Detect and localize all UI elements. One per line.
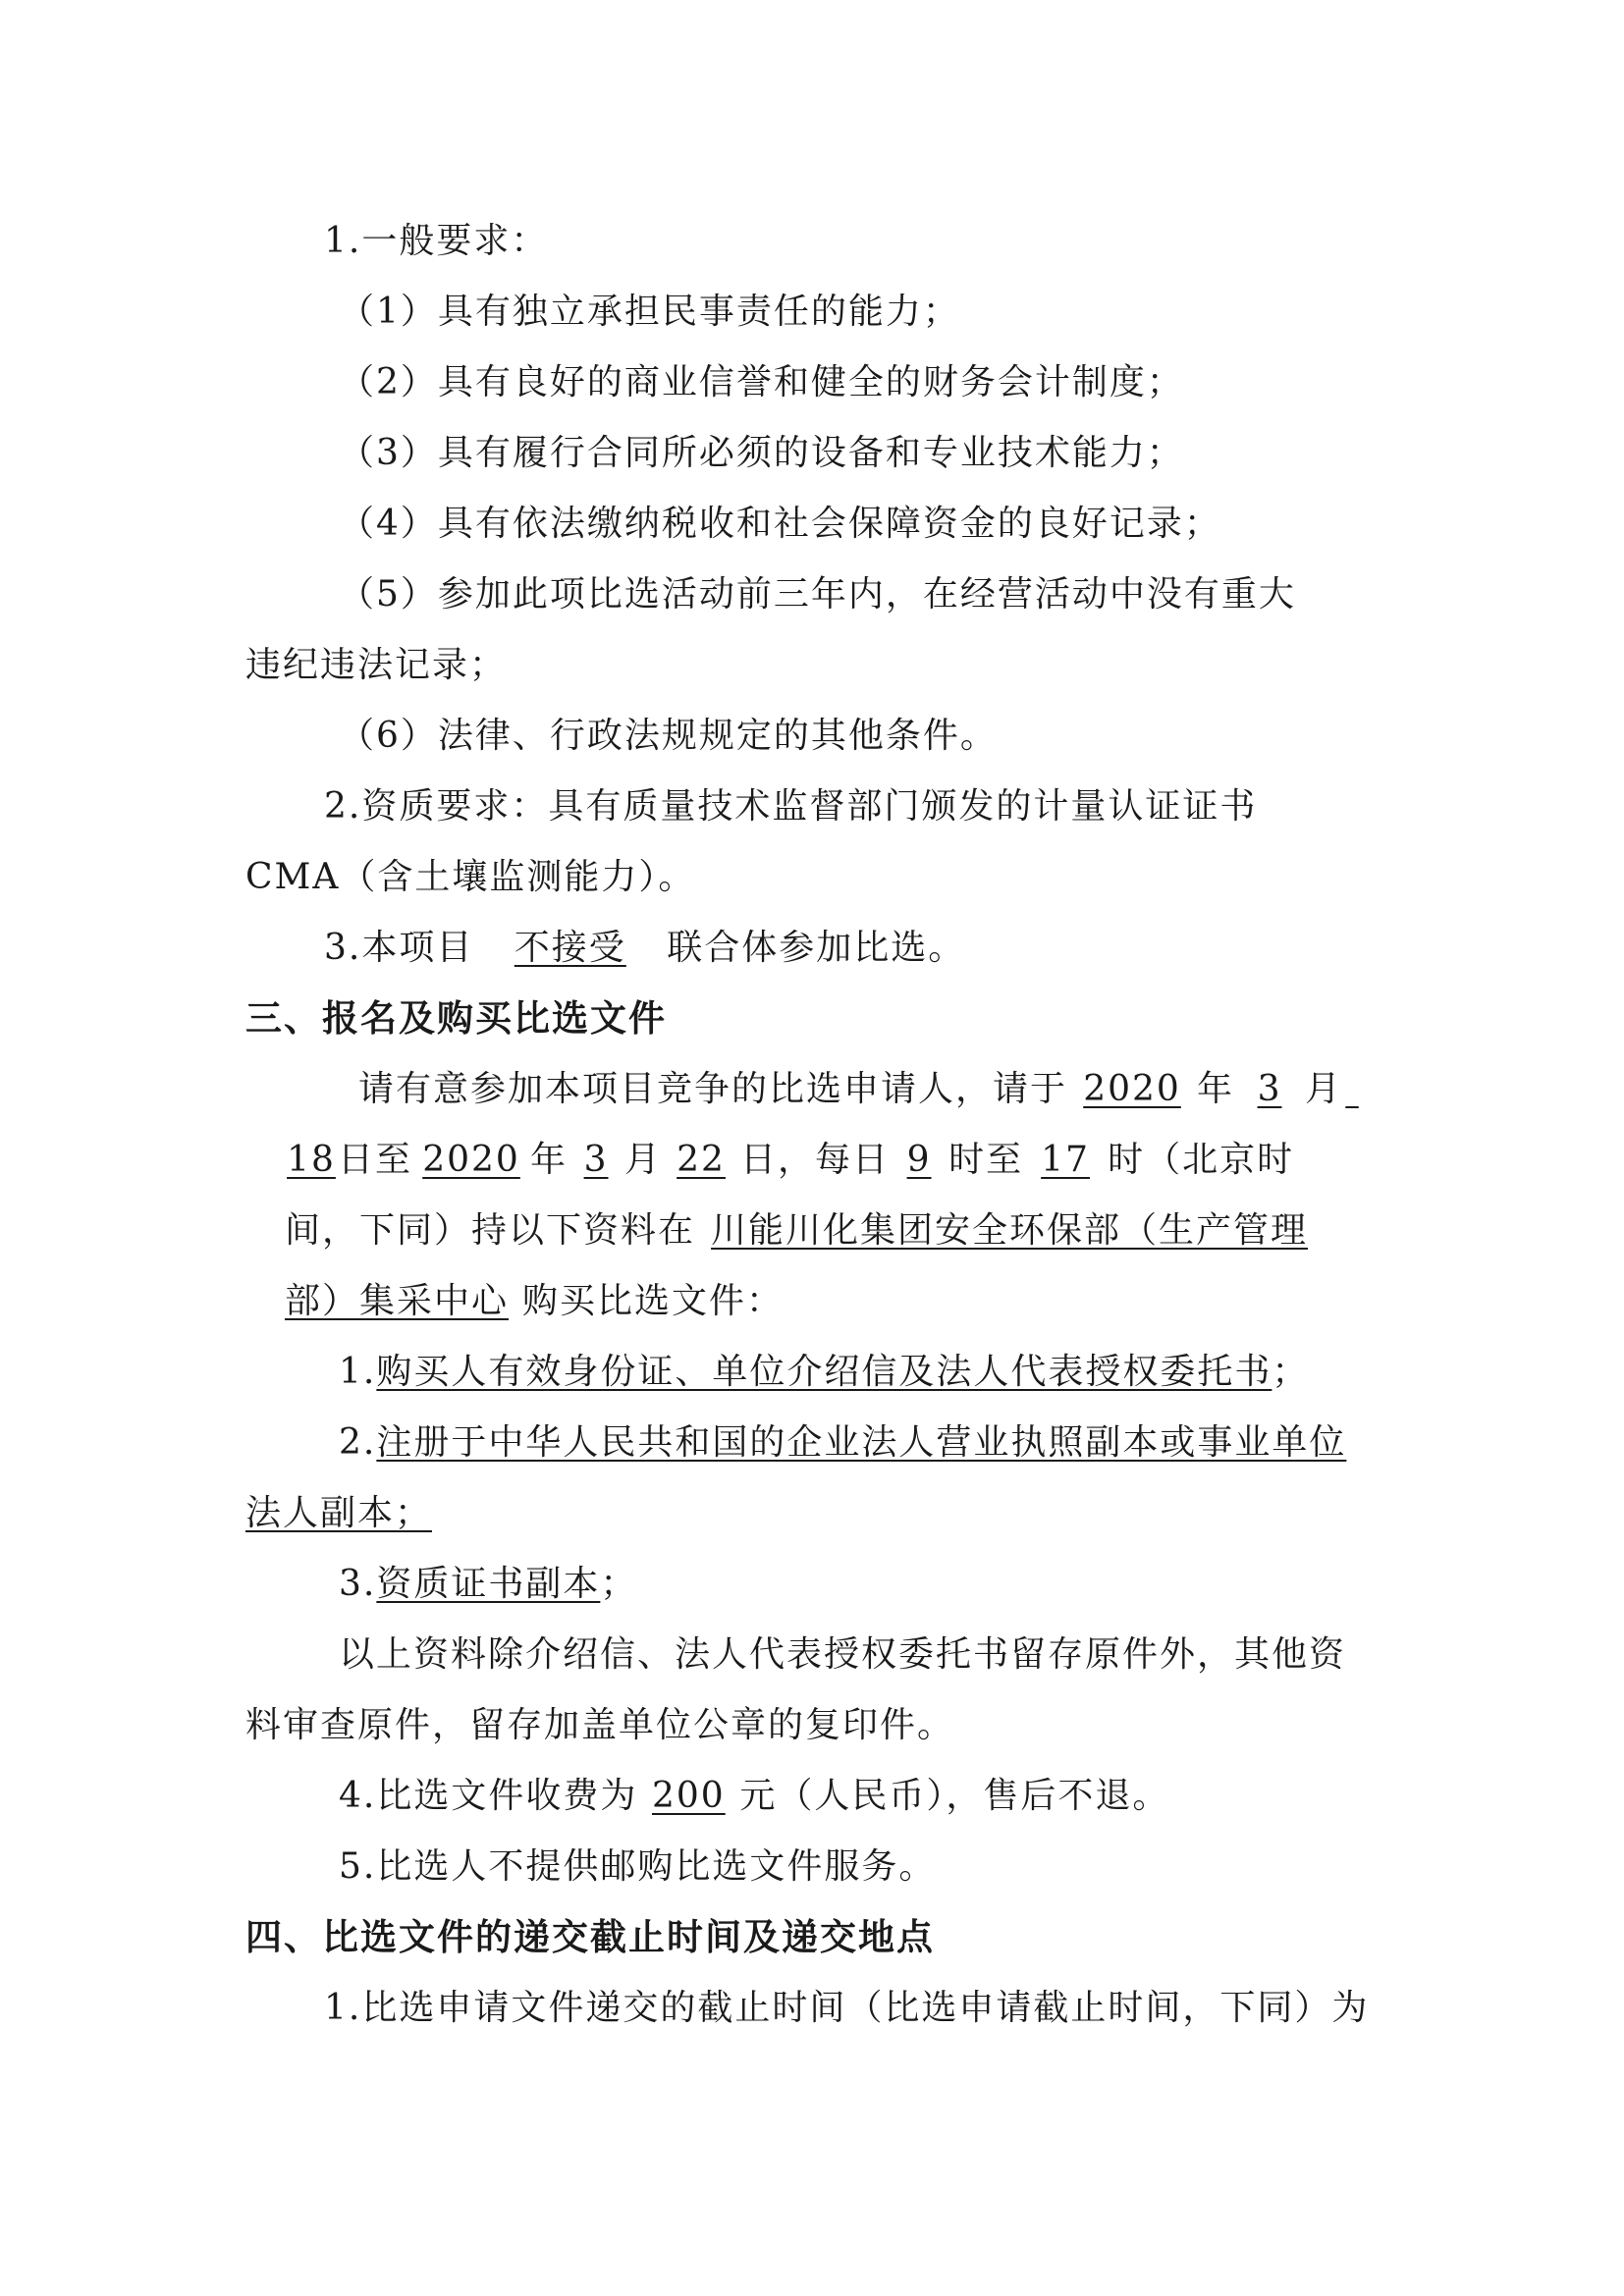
requirement-1-end: ； [1272,1352,1310,1392]
general-item-5-continued: 违纪违法记录； [245,645,508,685]
requirement-1 [339,1349,1309,1396]
month-label: 月 [1305,1069,1343,1109]
location-part-a: 川能川化集团安全环保部（生产管理 [711,1210,1309,1251]
registration-line-3 [285,1207,1308,1255]
fee-prefix: 4.比选文件收费为 [339,1776,638,1816]
requirement-2-number: 2. [339,1422,377,1463]
fee-suffix: 元（人民币），售后不退。 [739,1776,1170,1816]
consortium-suffix: 联合体参加比选。 [667,928,966,968]
start-month: 3 [1257,1069,1282,1109]
registration-line-1 [358,1066,1362,1113]
end-month: 3 [583,1140,609,1180]
documents-note-line-2: 料审查原件，留存加盖单位公章的复印件。 [245,1705,955,1745]
general-item-5: （5）参加此项比选活动前三年内，在经营活动中没有重大 [339,574,1296,614]
requirement-3 [339,1561,637,1608]
general-item-2: （2）具有良好的商业信誉和健全的财务会计制度； [339,362,1184,402]
general-item-4: （4）具有依法缴纳税收和社会保障资金的良好记录； [339,504,1221,544]
section-4-heading: 四、比选文件的递交截止时间及递交地点 [245,1916,935,1958]
end-hour: 17 [1041,1140,1090,1180]
start-month-trailing-blank [1342,1066,1362,1113]
section-3-heading: 三、报名及购买比选文件 [245,997,667,1040]
hour-suffix: 时（北京时 [1108,1140,1295,1180]
day-to-label: 日至 [338,1140,413,1180]
location-prefix: 间，下同）持以下资料在 [285,1210,696,1251]
requirement-2 [339,1419,1346,1467]
deadline-line-1: 1.比选申请文件递交的截止时间（比选申请截止时间，下同）为 [324,1988,1370,2028]
general-requirements-title: 1.一般要求： [324,221,549,261]
requirement-2-text-continued: 法人副本； [245,1493,433,1533]
general-item-3: （3）具有履行合同所必须的设备和专业技术能力； [339,433,1184,473]
fee-line [339,1773,1169,1820]
location-part-b: 部）集采中心 [285,1281,510,1321]
hour-to-label: 时至 [948,1140,1024,1180]
consortium-value: 不接受 [514,928,626,968]
consortium-prefix: 3.本项目 [324,928,474,968]
start-day: 18 [287,1140,336,1180]
requirement-2-continued [245,1490,446,1537]
qualification-line-2: CMA（含土壤监测能力）。 [245,857,696,897]
start-year: 2020 [1083,1069,1181,1109]
consortium-line [324,925,965,972]
requirement-2-text: 注册于中华人民共和国的企业法人营业执照副本或事业单位 [376,1422,1347,1463]
general-item-1: （1）具有独立承担民事责任的能力； [339,292,960,332]
requirement-1-number: 1. [339,1352,377,1392]
requirement-1-text: 购买人有效身份证、单位介绍信及法人代表授权委托书 [376,1352,1272,1392]
start-hour: 9 [906,1140,932,1180]
registration-intro: 请有意参加本项目竞争的比选申请人，请于 [358,1069,1068,1109]
end-year-label: 年 [530,1140,568,1180]
registration-line-4 [285,1278,784,1325]
requirement-3-text: 资质证书副本 [376,1564,601,1604]
registration-line-2 [285,1137,1294,1184]
end-month-label: 月 [624,1140,663,1180]
year-label: 年 [1197,1069,1235,1109]
requirement-3-number: 3. [339,1564,377,1604]
end-year: 2020 [422,1140,520,1180]
purchase-label: 购买比选文件： [522,1281,785,1321]
mail-order-line: 5.比选人不提供邮购比选文件服务。 [339,1846,937,1887]
requirement-3-end: ； [600,1564,638,1604]
end-day: 22 [677,1140,726,1180]
daily-label: 日，每日 [740,1140,891,1180]
fee-amount: 200 [652,1776,726,1816]
general-item-6: （6）法律、行政法规规定的其他条件。 [339,716,998,756]
documents-note-line-1: 以上资料除介绍信、法人代表授权委托书留存原件外，其他资 [339,1634,1347,1675]
qualification-line-1: 2.资质要求：具有质量技术监督部门颁发的计量认证证书 [324,786,1258,827]
